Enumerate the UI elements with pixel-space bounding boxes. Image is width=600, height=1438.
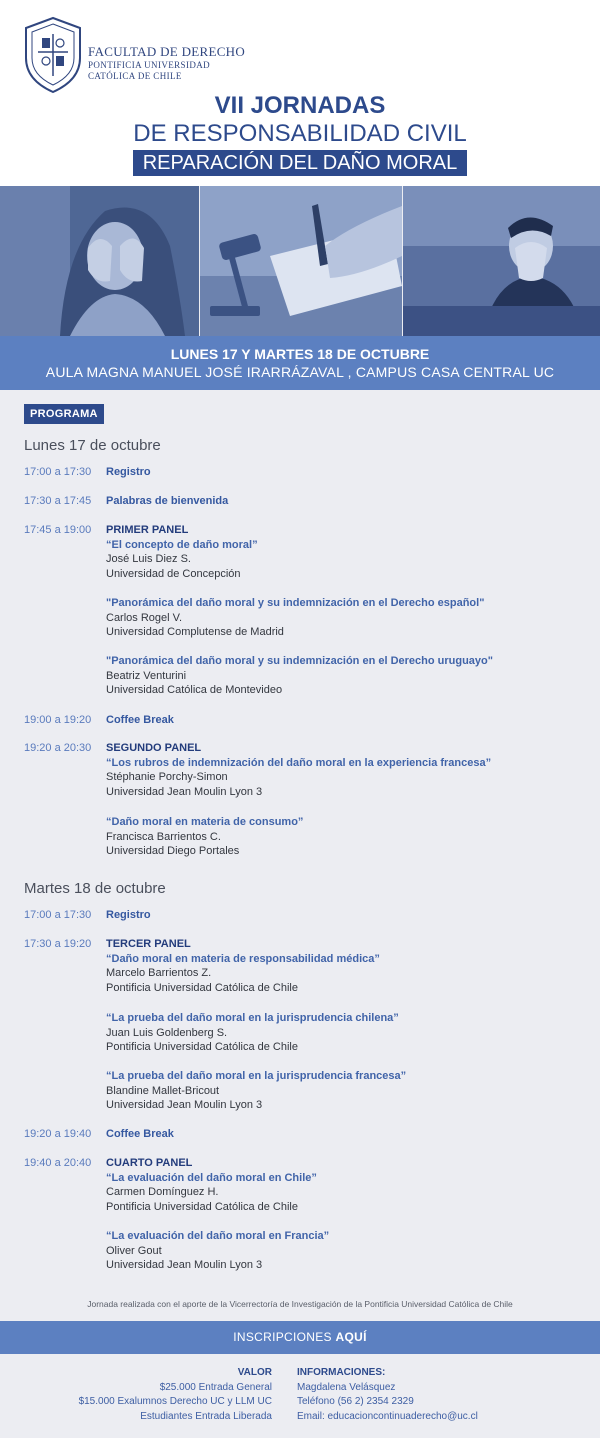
panel-title: SEGUNDO PANEL [106, 742, 202, 754]
title-line2: DE RESPONSABILIDAD CIVIL [133, 120, 467, 147]
row-time: 17:00 a 17:30 [24, 909, 92, 921]
university-seal-icon [22, 14, 84, 94]
event-title [0, 92, 600, 176]
talk-title: “La evaluación del daño moral en Francia” [106, 1230, 330, 1242]
speaker-name: Marcelo Barrientos Z. [106, 967, 212, 979]
inscriptions-banner[interactable] [0, 1321, 600, 1354]
funding-note: Jornada realizada con el aporte de la Vicerrectoría de Investigación de la Pontificia Universidad Católica de Chile [87, 1299, 513, 1309]
title-line3: REPARACIÓN DEL DAÑO MORAL [133, 150, 468, 176]
title-line1: VII JORNADAS [214, 92, 386, 119]
row-label: Registro [106, 466, 151, 478]
talk-title: “Daño moral en materia de consumo” [106, 816, 304, 828]
row-time: 17:30 a 19:20 [24, 938, 92, 950]
speaker-affiliation: Universidad Jean Moulin Lyon 3 [106, 1099, 263, 1111]
speaker-affiliation: Universidad Católica de Montevideo [106, 684, 283, 696]
speaker-affiliation: Pontificia Universidad Católica de Chile [106, 981, 298, 994]
photo-strip [0, 186, 600, 336]
panel-title: TERCER PANEL [106, 938, 191, 950]
row-label: Palabras de bienvenida [106, 495, 229, 507]
contact-heading: INFORMACIONES: [297, 1367, 386, 1378]
row-label: Coffee Break [106, 714, 174, 726]
contact-email[interactable]: Email: educacioncontinuaderecho@uc.cl [297, 1410, 478, 1422]
day1-title: Lunes 17 de octubre [24, 437, 161, 454]
row-time: 19:20 a 19:40 [24, 1128, 92, 1140]
panel-title: PRIMER PANEL [106, 524, 189, 536]
talk-title: “La prueba del daño moral en la jurisprudencia chilena” [106, 1012, 399, 1024]
row-time: 17:30 a 17:45 [24, 495, 92, 507]
date-band [0, 336, 600, 390]
day2-title: Martes 18 de octubre [24, 880, 166, 897]
row-time: 19:20 a 20:30 [24, 742, 92, 754]
talk-title: “Los rubros de indemnización del daño moral en la experiencia francesa” [106, 756, 492, 769]
speaker-name: Francisca Barrientos C. [106, 830, 221, 843]
photo-gavel-signing [200, 186, 402, 336]
speaker-name: José Luis Diez S. [106, 553, 191, 565]
speaker-affiliation: Universidad Complutense de Madrid [106, 626, 284, 638]
header [0, 0, 600, 186]
speaker-name: Beatriz Venturini [106, 669, 187, 682]
event-dates: LUNES 17 Y MARTES 18 DE OCTUBRE [170, 346, 430, 362]
speaker-name: Carmen Domínguez H. [106, 1186, 219, 1198]
price-line: $15.000 Exalumnos Derecho UC y LLM UC [78, 1396, 272, 1407]
inscriptions-text: INSCRIPCIONES [233, 1330, 332, 1344]
talk-title: “La evaluación del daño moral en Chile” [106, 1171, 317, 1184]
photo-distressed-woman [0, 186, 199, 336]
photo-stressed-man [403, 186, 600, 336]
pricing-heading: VALOR [237, 1367, 272, 1378]
speaker-affiliation: Universidad Diego Portales [106, 845, 240, 857]
contact-phone: Teléfono (56 2) 2354 2329 [297, 1396, 414, 1407]
price-line: Estudiantes Entrada Liberada [140, 1410, 272, 1422]
university-line2: CATÓLICA DE CHILE [88, 71, 182, 81]
row-label: Coffee Break [106, 1128, 174, 1140]
program-label: PROGRAMA [24, 404, 104, 424]
talk-title: "Panorámica del daño moral y su indemnización en el Derecho español" [106, 597, 485, 609]
price-line: $25.000 Entrada General [159, 1381, 272, 1393]
pricing-block [79, 1366, 272, 1424]
speaker-name: Stéphanie Porchy-Simon [106, 771, 228, 783]
speaker-name: Juan Luis Goldenberg S. [106, 1026, 228, 1039]
speaker-name: Oliver Gout [106, 1244, 162, 1257]
university-line1: PONTIFICIA UNIVERSIDAD [88, 60, 211, 70]
row-time: 17:45 a 19:00 [24, 524, 92, 536]
speaker-affiliation: Pontificia Universidad Católica de Chile [106, 1041, 298, 1053]
panel-title: CUARTO PANEL [106, 1157, 193, 1169]
talk-title: “El concepto de daño moral” [106, 538, 258, 551]
contact-name: Magdalena Velásquez [297, 1381, 396, 1393]
speaker-affiliation: Pontificia Universidad Católica de Chile [106, 1200, 298, 1213]
talk-title: “La prueba del daño moral en la jurisprudencia francesa” [106, 1070, 407, 1082]
row-time: 19:40 a 20:40 [24, 1157, 92, 1169]
row-time: 17:00 a 17:30 [24, 466, 92, 478]
talk-title: "Panorámica del daño moral y su indemnización en el Derecho uruguayo" [106, 655, 493, 667]
row-label: Registro [106, 909, 151, 921]
row-time: 19:00 a 19:20 [24, 714, 92, 726]
contact-block [297, 1366, 478, 1424]
speaker-name: Blandine Mallet-Bricout [106, 1084, 220, 1097]
faculty-name: FACULTAD DE DERECHO [88, 44, 246, 59]
speaker-name: Carlos Rogel V. [106, 611, 183, 624]
speaker-affiliation: Universidad Jean Moulin Lyon 3 [106, 785, 263, 798]
speaker-affiliation: Universidad de Concepción [106, 567, 241, 580]
event-venue: AULA MAGNA MANUEL JOSÉ IRARRÁZAVAL , CAMPUS CASA CENTRAL UC [45, 364, 555, 380]
inscriptions-link[interactable]: AQUÍ [335, 1330, 367, 1344]
faculty-block [88, 44, 245, 82]
talk-title: “Daño moral en materia de responsabilidad médica” [106, 952, 380, 965]
speaker-affiliation: Universidad Jean Moulin Lyon 3 [106, 1259, 263, 1271]
